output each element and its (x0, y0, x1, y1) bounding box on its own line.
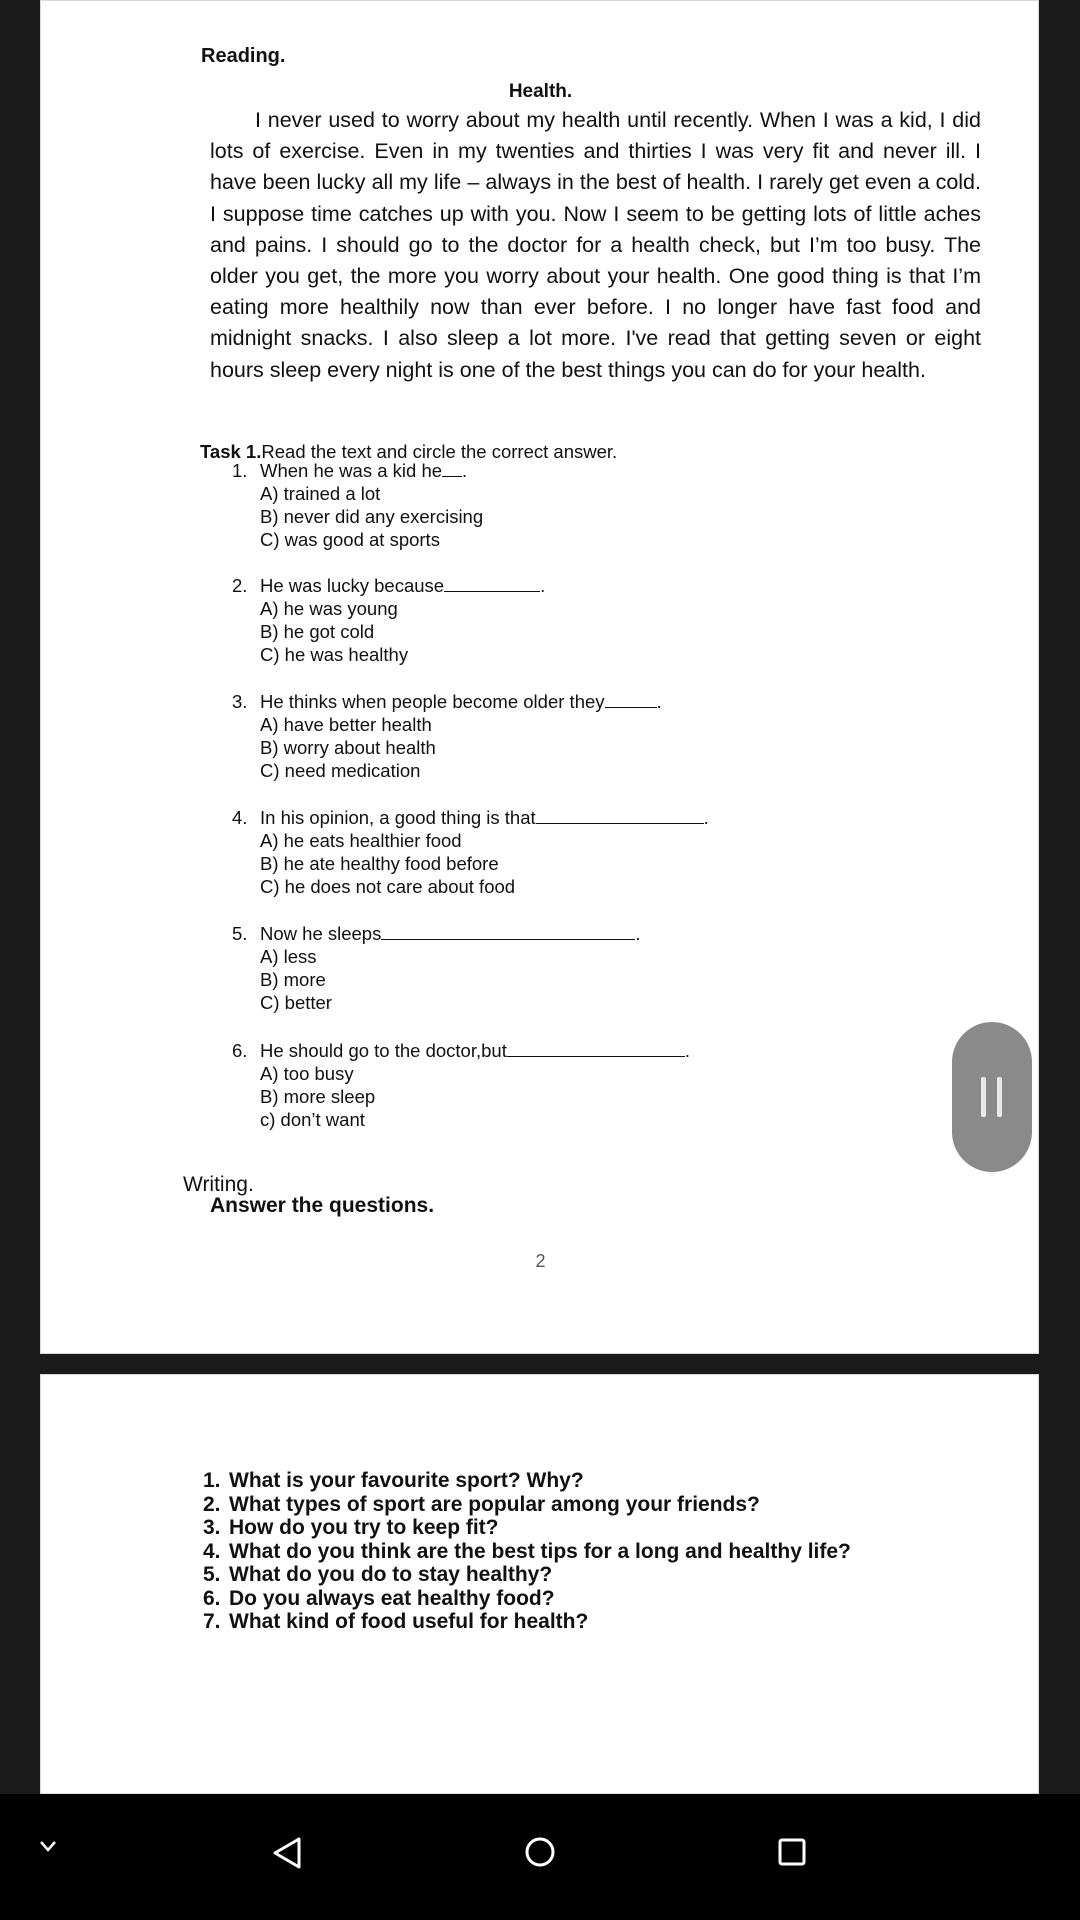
option-a[interactable]: A) he was young (260, 598, 398, 619)
list-item: 4. What do you think are the best tips for a long and healthy life? (203, 1539, 851, 1563)
recents-icon[interactable] (777, 1837, 807, 1872)
question-number: 5. (232, 923, 248, 944)
question-end: . (703, 807, 709, 828)
question-2 (232, 574, 545, 666)
question-4 (232, 806, 709, 898)
question-end: . (540, 575, 546, 596)
passage-title: Health. (508, 81, 573, 102)
answer-blank (444, 575, 540, 592)
home-icon[interactable] (524, 1836, 556, 1873)
writing-instruction: Answer the questions. (210, 1194, 435, 1217)
answer-blank (507, 1040, 685, 1057)
option-c[interactable]: C) need medication (260, 760, 421, 781)
fast-scroll-handle[interactable] (952, 1022, 1032, 1172)
option-a[interactable]: A) too busy (260, 1063, 354, 1084)
list-item: 2. What types of sport are popular among your friends? (203, 1492, 760, 1516)
option-a[interactable]: A) he eats healthier food (260, 830, 462, 851)
list-item: 7. What kind of food useful for health? (203, 1610, 589, 1633)
question-number: 3. (232, 691, 248, 712)
option-b[interactable]: B) never did any exercising (260, 506, 484, 527)
question-number: 1. (232, 460, 248, 481)
question-stem: Now he sleeps (260, 923, 382, 944)
system-navigation-bar (0, 1794, 1080, 1920)
option-b[interactable]: B) more sleep (260, 1086, 376, 1107)
question-stem: He should go to the doctor,but (260, 1040, 507, 1061)
option-b[interactable]: B) he got cold (260, 621, 375, 642)
option-b[interactable]: B) more (260, 969, 326, 990)
list-item: 5. What do you do to stay healthy? (203, 1563, 553, 1586)
question-end: . (684, 1040, 690, 1061)
page-number: 2 (535, 1251, 546, 1271)
document-page-1 (40, 0, 1039, 1354)
reading-heading: Reading. (201, 45, 286, 67)
question-number: 6. (232, 1040, 248, 1061)
question-5 (232, 922, 640, 1014)
question-end: . (462, 460, 468, 481)
answer-blank (536, 807, 704, 824)
list-item: 1. What is your favourite sport? Why? (203, 1469, 584, 1492)
option-b[interactable]: B) worry about health (260, 737, 436, 758)
writing-heading: Writing. (183, 1173, 254, 1196)
chevron-down-icon[interactable] (36, 1834, 60, 1863)
option-a[interactable]: A) have better health (260, 714, 432, 735)
question-6 (232, 1039, 690, 1131)
writing-questions-list (203, 1469, 851, 1634)
option-a[interactable]: A) less (260, 946, 317, 967)
option-c[interactable]: C) was good at sports (260, 529, 440, 550)
question-stem: When he was a kid he (260, 460, 443, 481)
option-c[interactable]: C) better (260, 992, 332, 1013)
question-end: . (635, 923, 641, 944)
option-c[interactable]: c) don’t want (260, 1109, 365, 1130)
list-item: 6. Do you always eat healthy food? (203, 1586, 555, 1610)
option-b[interactable]: B) he ate healthy food before (260, 853, 499, 874)
task-instruction: Read the text and circle the correct answer. (261, 441, 618, 462)
scroll-grip-left (981, 1077, 986, 1117)
option-c[interactable]: C) he was healthy (260, 644, 409, 665)
document-page-2 (40, 1374, 1039, 1794)
question-stem: He thinks when people become older they (260, 691, 605, 712)
answer-blank (381, 923, 635, 940)
question-1 (232, 459, 483, 551)
question-3 (232, 690, 662, 782)
option-a[interactable]: A) trained a lot (260, 483, 381, 504)
back-icon[interactable] (271, 1836, 303, 1875)
reading-passage: I never used to worry about my health until recently. When I was a kid, I did lots of exercise. Even in my twenties and thirties I was very fit and never ill. I have been lucky all my life – always in the best of health. I rarely get even a cold. I suppose time catches up with you. Now I seem to be getting lots of little aches and pains. I should go to the doctor for a health check, but I’m too busy. The older you get, the more you worry about your health. One good thing is that I’m eating more healthily now than ever before. I no longer have fast food and midnight snacks. I also sleep a lot more. I've read that getting seven or eight hours sleep every night is one of the best things you can do for your health. (210, 108, 981, 382)
question-stem: He was lucky because (260, 575, 445, 596)
question-stem: In his opinion, a good thing is that (260, 807, 536, 828)
question-end: . (656, 691, 662, 712)
scroll-grip-right (997, 1077, 1002, 1117)
answer-blank (442, 460, 462, 477)
question-number: 4. (232, 807, 248, 828)
list-item: 3. How do you try to keep fit? (203, 1516, 499, 1539)
option-c[interactable]: C) he does not care about food (260, 876, 516, 897)
answer-blank (605, 691, 657, 708)
task-label: Task 1. (200, 441, 262, 462)
question-number: 2. (232, 575, 248, 596)
